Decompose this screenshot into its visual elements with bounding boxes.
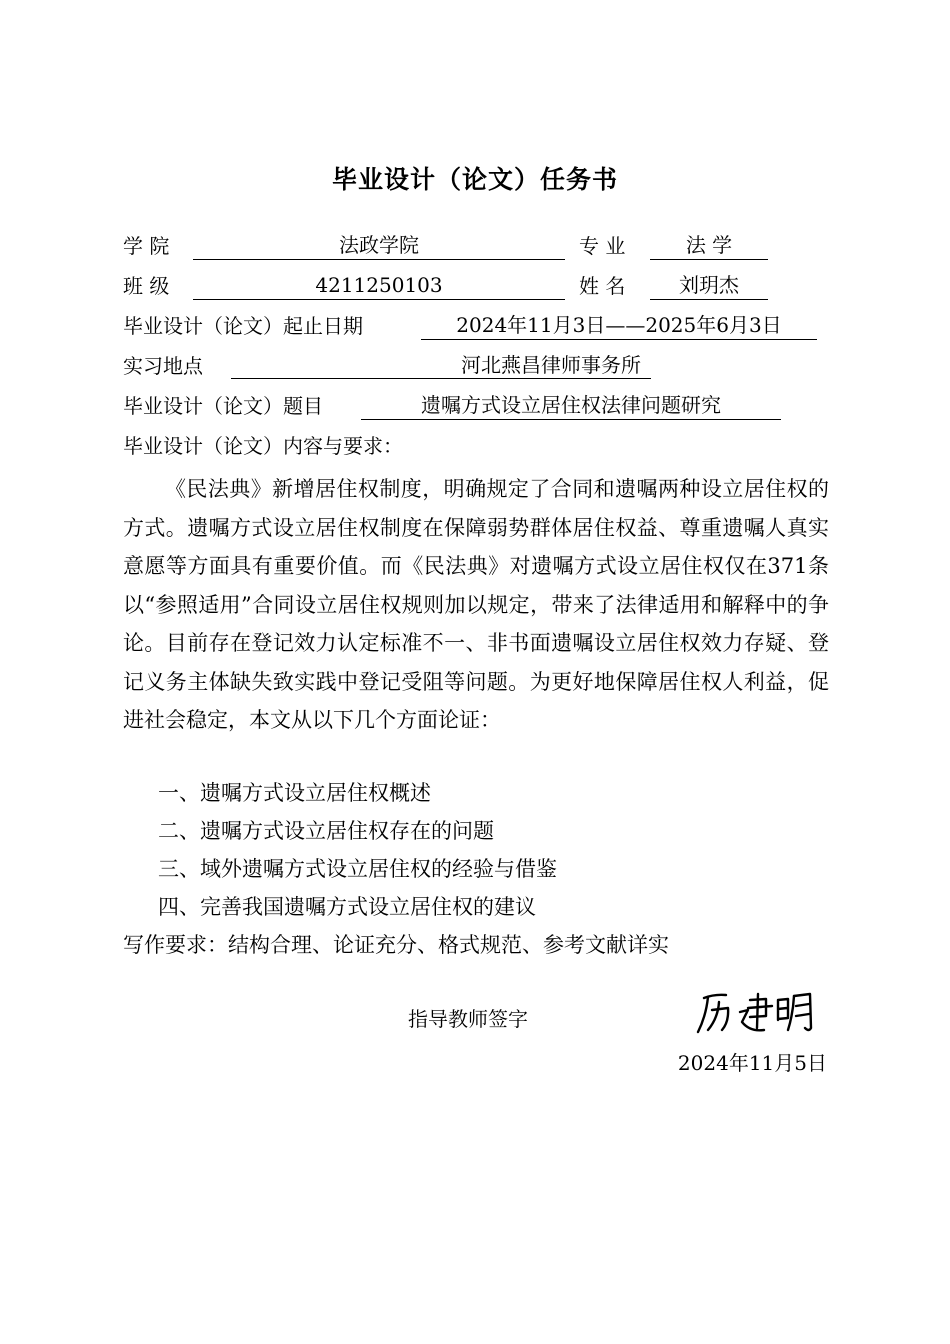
sign-date: 2024年11月5日 (677, 1051, 827, 1075)
handwritten-signature (692, 988, 822, 1044)
college-field: 法政学院 (193, 229, 565, 260)
dates-label: 毕业设计（论文）起止日期 (123, 314, 363, 338)
content-paragraph: 《民法典》新增居住权制度，明确规定了合同和遗嘱两种设立居住权的方式。遗嘱方式设立居住权制度在保障弱势群体居住权益、尊重遗嘱人真实意愿等方面具有重要价值。而《民法典》对遗嘱方式设立居住权仅在371条以“参照适用”合同设立居住权规则加以规定，带来了法律适用和解释中的争论。目前存在登记效力认定标准不一、非书面遗嘱设立居住权效力存疑、登记义务主体缺失致实践中登记受阻等问题。为更好地保障居住权人利益，促进社会稳定，本文从以下几个方面论证： (123, 477, 829, 732)
topic-label: 毕业设计（论文）题目 (123, 394, 323, 418)
name-label: 姓 名 (579, 274, 626, 298)
major-label: 专 业 (579, 234, 626, 258)
list-item: 三、域外遗嘱方式设立居住权的经验与借鉴 (158, 857, 557, 881)
advisor-sign-label: 指导教师签字 (408, 1007, 528, 1031)
content-label: 毕业设计（论文）内容与要求： (123, 434, 403, 458)
list-item: 二、遗嘱方式设立居住权存在的问题 (158, 819, 494, 843)
class-label: 班 级 (123, 274, 170, 298)
writing-requirements: 写作要求：结构合理、论证充分、格式规范、参考文献详实 (123, 933, 669, 957)
college-label: 学 院 (123, 234, 170, 258)
topic-field: 遗嘱方式设立居住权法律问题研究 (361, 389, 781, 420)
intern-label: 实习地点 (123, 354, 203, 378)
document-title: 毕业设计（论文）任务书 (331, 165, 618, 194)
dates-field: 2024年11月3日——2025年6月3日 (421, 309, 817, 340)
class-field: 4211250103 (193, 269, 565, 300)
name-field: 刘玥杰 (650, 269, 768, 300)
intern-field: 河北燕昌律师事务所 (231, 349, 651, 379)
list-item: 四、完善我国遗嘱方式设立居住权的建议 (158, 895, 536, 919)
major-field: 法 学 (650, 229, 768, 260)
list-item: 一、遗嘱方式设立居住权概述 (158, 781, 431, 805)
